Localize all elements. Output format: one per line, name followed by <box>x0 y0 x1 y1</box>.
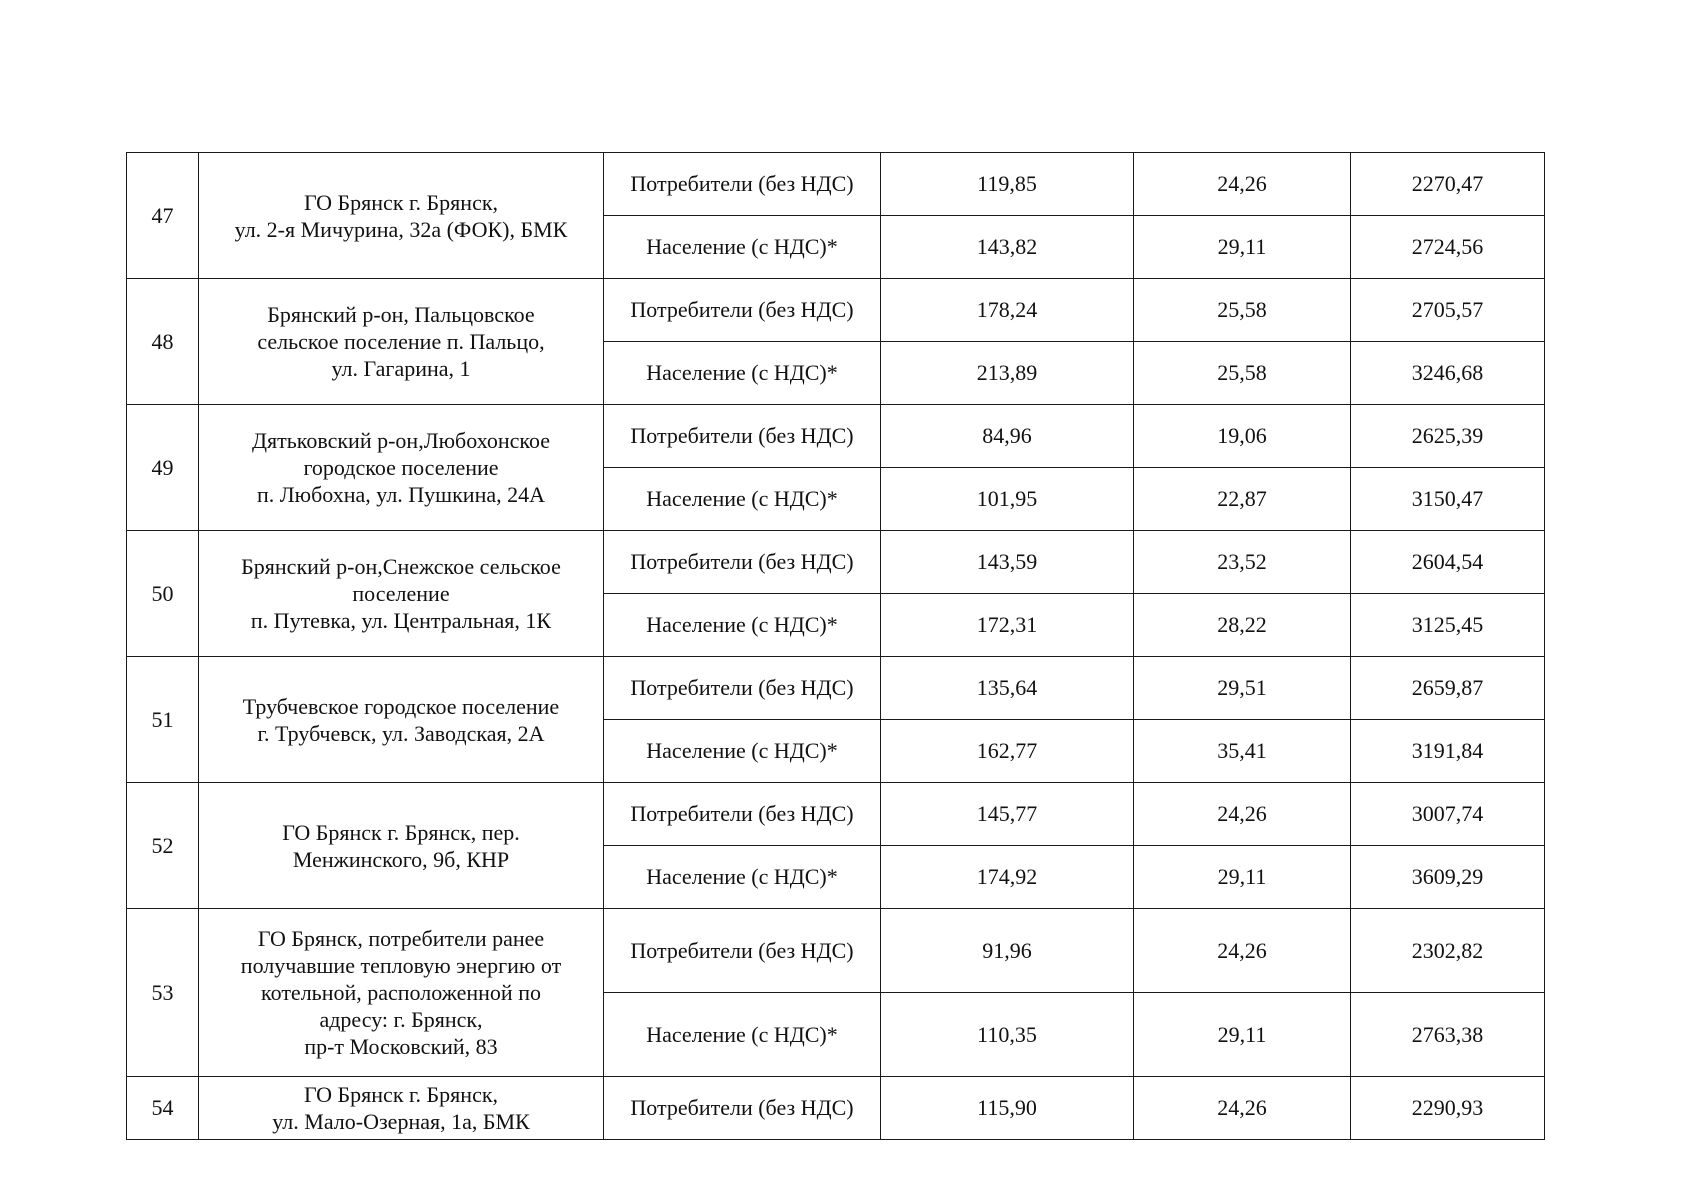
value-cell-2: 35,41 <box>1134 720 1351 783</box>
category-cell: Потребители (без НДС) <box>604 405 881 468</box>
value-cell-2: 25,58 <box>1134 279 1351 342</box>
category-cell: Потребители (без НДС) <box>604 531 881 594</box>
address-cell: ГО Брянск г. Брянск, ул. 2-я Мичурина, 32а (ФОК), БМК <box>199 153 604 279</box>
row-number: 53 <box>127 909 199 1077</box>
value-cell-1: 162,77 <box>881 720 1134 783</box>
value-cell-3: 3125,45 <box>1351 594 1545 657</box>
value-cell-1: 213,89 <box>881 342 1134 405</box>
value-cell-1: 135,64 <box>881 657 1134 720</box>
value-cell-3: 3150,47 <box>1351 468 1545 531</box>
tariff-table <box>126 152 1545 1140</box>
category-cell: Население (с НДС)* <box>604 720 881 783</box>
category-cell: Население (с НДС)* <box>604 468 881 531</box>
category-cell: Потребители (без НДС) <box>604 783 881 846</box>
value-cell-2: 28,22 <box>1134 594 1351 657</box>
value-cell-2: 25,58 <box>1134 342 1351 405</box>
row-number: 50 <box>127 531 199 657</box>
value-cell-3: 2302,82 <box>1351 909 1545 993</box>
address-cell: ГО Брянск г. Брянск, пер. Менжинского, 9б, КНР <box>199 783 604 909</box>
value-cell-3: 3246,68 <box>1351 342 1545 405</box>
value-cell-3: 3191,84 <box>1351 720 1545 783</box>
category-cell: Население (с НДС)* <box>604 993 881 1077</box>
category-cell: Население (с НДС)* <box>604 846 881 909</box>
value-cell-2: 19,06 <box>1134 405 1351 468</box>
category-cell: Потребители (без НДС) <box>604 657 881 720</box>
table-row <box>127 909 1545 993</box>
category-cell: Потребители (без НДС) <box>604 909 881 993</box>
value-cell-3: 3609,29 <box>1351 846 1545 909</box>
value-cell-3: 2724,56 <box>1351 216 1545 279</box>
table-row <box>127 279 1545 342</box>
address-cell: Трубчевское городское поселение г. Трубчевск, ул. Заводская, 2А <box>199 657 604 783</box>
value-cell-2: 29,11 <box>1134 993 1351 1077</box>
address-cell: Брянский р-он, Пальцовское сельское поселение п. Пальцо, ул. Гагарина, 1 <box>199 279 604 405</box>
table-row <box>127 657 1545 720</box>
value-cell-2: 22,87 <box>1134 468 1351 531</box>
row-number: 47 <box>127 153 199 279</box>
row-number: 52 <box>127 783 199 909</box>
table-row <box>127 1077 1545 1140</box>
value-cell-3: 2705,57 <box>1351 279 1545 342</box>
value-cell-1: 143,59 <box>881 531 1134 594</box>
value-cell-1: 115,90 <box>881 1077 1134 1140</box>
table-row <box>127 405 1545 468</box>
address-cell: Дятьковский р-он,Любохонское городское поселение п. Любохна, ул. Пушкина, 24А <box>199 405 604 531</box>
category-cell: Население (с НДС)* <box>604 216 881 279</box>
category-cell: Потребители (без НДС) <box>604 279 881 342</box>
value-cell-2: 24,26 <box>1134 1077 1351 1140</box>
address-cell: ГО Брянск г. Брянск, ул. Мало-Озерная, 1а, БМК <box>199 1077 604 1140</box>
value-cell-2: 24,26 <box>1134 783 1351 846</box>
value-cell-3: 2270,47 <box>1351 153 1545 216</box>
value-cell-3: 2625,39 <box>1351 405 1545 468</box>
value-cell-2: 23,52 <box>1134 531 1351 594</box>
table-row <box>127 531 1545 594</box>
value-cell-3: 3007,74 <box>1351 783 1545 846</box>
address-cell: ГО Брянск, потребители ранее получавшие тепловую энергию от котельной, расположенной по адресу: г. Брянск, пр-т Московский, 83 <box>199 909 604 1077</box>
row-number: 51 <box>127 657 199 783</box>
row-number: 54 <box>127 1077 199 1140</box>
value-cell-2: 29,11 <box>1134 216 1351 279</box>
table-row <box>127 153 1545 216</box>
value-cell-1: 174,92 <box>881 846 1134 909</box>
value-cell-1: 119,85 <box>881 153 1134 216</box>
value-cell-2: 24,26 <box>1134 909 1351 993</box>
value-cell-2: 29,11 <box>1134 846 1351 909</box>
table-row <box>127 783 1545 846</box>
value-cell-1: 84,96 <box>881 405 1134 468</box>
row-number: 49 <box>127 405 199 531</box>
tariff-table-body <box>127 153 1545 1140</box>
value-cell-3: 2290,93 <box>1351 1077 1545 1140</box>
address-cell: Брянский р-он,Снежское сельское поселение п. Путевка, ул. Центральная, 1К <box>199 531 604 657</box>
value-cell-1: 143,82 <box>881 216 1134 279</box>
value-cell-1: 91,96 <box>881 909 1134 993</box>
category-cell: Потребители (без НДС) <box>604 1077 881 1140</box>
category-cell: Потребители (без НДС) <box>604 153 881 216</box>
value-cell-1: 172,31 <box>881 594 1134 657</box>
value-cell-1: 178,24 <box>881 279 1134 342</box>
value-cell-3: 2604,54 <box>1351 531 1545 594</box>
value-cell-1: 145,77 <box>881 783 1134 846</box>
row-number: 48 <box>127 279 199 405</box>
category-cell: Население (с НДС)* <box>604 342 881 405</box>
value-cell-3: 2659,87 <box>1351 657 1545 720</box>
value-cell-2: 24,26 <box>1134 153 1351 216</box>
value-cell-1: 110,35 <box>881 993 1134 1077</box>
value-cell-3: 2763,38 <box>1351 993 1545 1077</box>
value-cell-2: 29,51 <box>1134 657 1351 720</box>
value-cell-1: 101,95 <box>881 468 1134 531</box>
category-cell: Население (с НДС)* <box>604 594 881 657</box>
